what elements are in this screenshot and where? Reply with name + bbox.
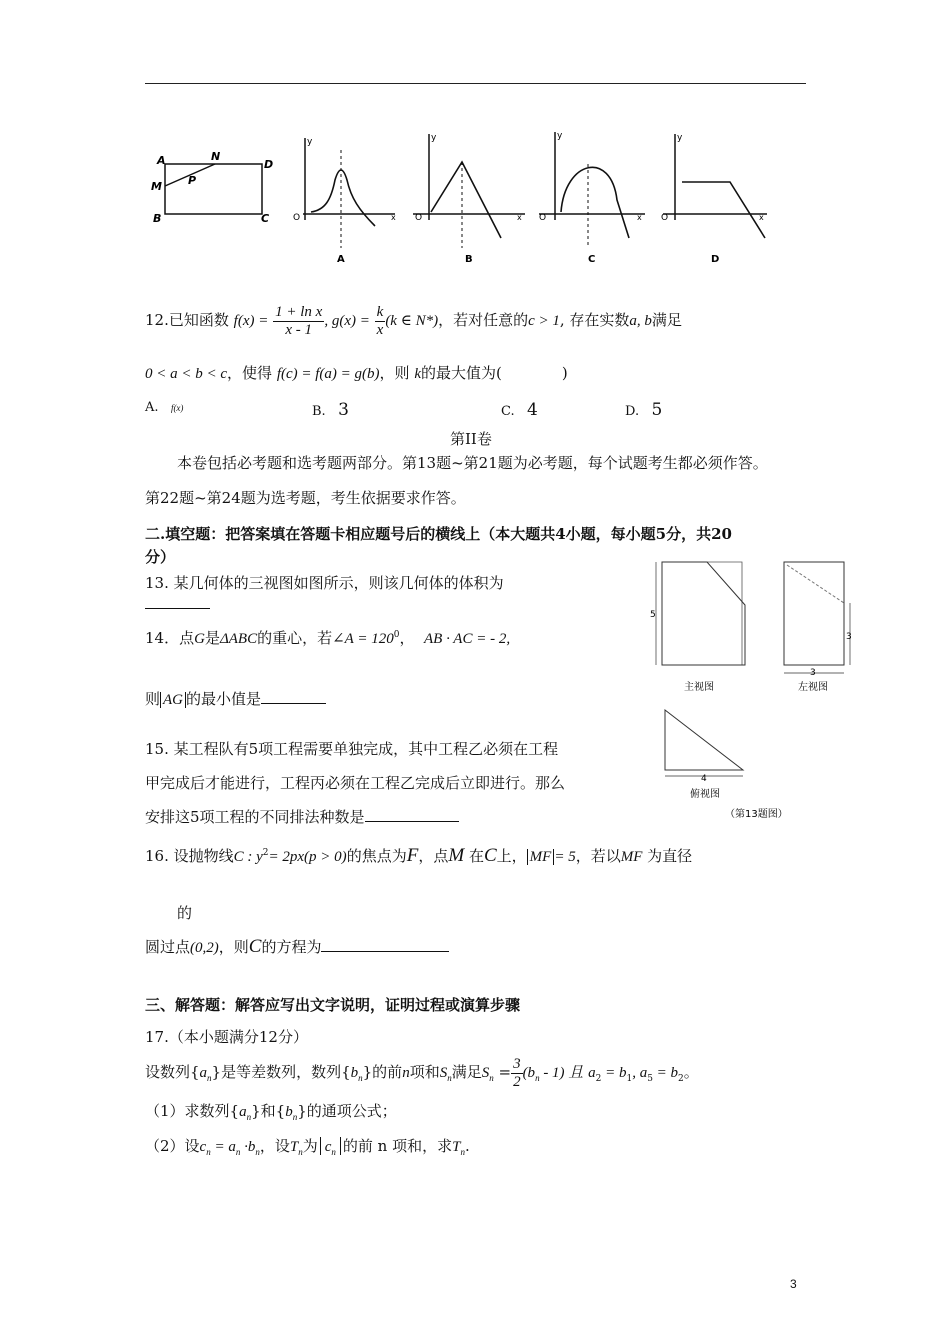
graph-A — [293, 137, 396, 265]
graph-D — [661, 133, 767, 265]
svg-text:y: y — [557, 131, 563, 141]
dim-3-bottom: 3 — [810, 668, 816, 678]
svg-text:x: x — [517, 213, 522, 222]
label-A: A — [157, 154, 166, 167]
q17-fraction: $\frac{3}{2}$ — [513, 1056, 521, 1090]
svg-text:O: O — [415, 213, 423, 223]
label-B: B — [153, 212, 162, 225]
section3-heading: 三、解答题：解答应写出文字说明，证明过程或演算步骤 — [145, 996, 521, 1014]
q17-part1: （1）求数列$\{a_n\}$和$\{b_n\}$的通项公式； — [145, 1102, 397, 1122]
section2-heading-line1: 二.填空题：把答案填在答题卡相应题号后的横线上（本大题共4小题，每小题5分，共20 — [145, 525, 732, 543]
dim-5: 5 — [650, 610, 656, 620]
left-view-label: 左视图 — [798, 682, 828, 693]
q12-line1: 12.已知函数 f(x) = $\frac{\text{1 + ln x}}{x - 1}$ , g(x) = $\frac{k}{x}$ (k ∈ N*)，若对任意的c > 1, 存在实数a, b满足 — [145, 304, 682, 338]
svg-text:O: O — [293, 213, 301, 223]
q17-part2: （2）设$c_n = a_n \cdot b_n$，设$T_n$为 $c_n$ 的前 n 项和，求$T_n$. — [145, 1137, 470, 1157]
graph-B — [413, 133, 525, 265]
q16-answer-blank[interactable] — [321, 937, 449, 952]
graph-label-B: B — [465, 254, 473, 265]
svg-text:y: y — [677, 133, 683, 143]
q15-line2: 甲完成后才能进行，工程丙必须在工程乙完成后立即进行。那么 — [145, 774, 566, 792]
label-N: N — [211, 150, 221, 163]
section2-heading-line2: 分） — [145, 548, 176, 566]
front-view-label: 主视图 — [684, 682, 714, 693]
figure13-caption: （第13题图） — [725, 809, 788, 820]
q16-line3: 圆过点(0,2)，则C的方程为 — [145, 936, 449, 958]
page-number: 3 — [790, 1277, 797, 1291]
q14-line1: 14．点G是ΔABC的重心，若∠A = $120^0$， AB · AC = - 2, — [145, 629, 511, 647]
q15-line1: 15. 某工程队有5项工程需要单独完成，其中工程乙必须在工程 — [145, 740, 559, 758]
q15-answer-blank[interactable] — [365, 807, 459, 822]
q17-line1: 设数列$\{a_n\}$是等差数列，数列$\{b_n\}$的前n项和$S_n$满足$S_n$ = $\frac{3}{2}$ $(b_n - 1)$ 且 $a_2 = b_1$, $a_5 = b_2$。 — [145, 1056, 699, 1090]
intro-line1: 本卷包括必考题和选考题两部分。第13题~第21题为必考题，每个试题考生都必须作答。 — [177, 454, 768, 472]
top-view-label: 俯视图 — [690, 789, 720, 800]
q12-f-fraction: $\frac{\text{1 + ln x}}{x - 1}$ — [275, 304, 323, 338]
dim-3-side: 3 — [846, 632, 852, 642]
q12-option-C: C. 4 — [501, 400, 538, 420]
q12-line2: 0 < a < b < c，使得 f(c) = f(a) = g(b)，则 k的最大值为( ) — [145, 364, 568, 382]
intro-line2: 第22题~第24题为选考题，考生依据要求作答。 — [145, 489, 466, 507]
svg-text:O: O — [661, 213, 669, 223]
q12-option-B: B. 3 — [312, 400, 349, 420]
q16-line2: 的 — [177, 904, 193, 922]
svg-text:y: y — [431, 133, 437, 143]
svg-text:x: x — [759, 213, 764, 222]
label-D: D — [264, 158, 274, 171]
label-C: C — [261, 212, 270, 225]
graph-label-D: D — [711, 254, 720, 265]
svg-text:x: x — [391, 213, 396, 222]
rect-figure — [151, 150, 273, 225]
q11-figure — [145, 120, 785, 270]
q12-g-fraction: $\frac{k}{x}$ — [376, 304, 384, 338]
graph-label-C: C — [588, 254, 596, 265]
svg-text:x: x — [637, 213, 642, 222]
label-M: M — [151, 180, 162, 193]
q13-answer-blank[interactable] — [145, 592, 210, 609]
svg-text:O: O — [539, 213, 547, 223]
graph-C — [539, 131, 645, 265]
q15-line3: 安排这5项工程的不同排法种数是 — [145, 806, 459, 827]
graph-label-A: A — [337, 254, 345, 265]
svg-text:y: y — [307, 137, 313, 147]
header-rule — [145, 83, 806, 84]
q14-answer-blank[interactable] — [261, 689, 326, 704]
q12-option-D: D. 5 — [625, 400, 663, 420]
dim-4: 4 — [701, 774, 707, 784]
part2-title: 第II卷 — [450, 430, 492, 448]
q14-line2: 则 AG 的最小值是 — [145, 688, 326, 709]
q17-head: 17.（本小题满分12分） — [145, 1028, 308, 1046]
q16-line1: 16. 设抛物线C : $y^2= 2px(p > 0)$的焦点为F，点M 在C上， MF = 5，若以MF 为直径 — [145, 845, 693, 866]
three-view-figure — [640, 555, 852, 825]
q12-option-A: A. f(x) — [145, 400, 184, 415]
label-P: P — [188, 174, 197, 187]
q13-text: 13. 某几何体的三视图如图所示，则该几何体的体积为 — [145, 574, 504, 592]
